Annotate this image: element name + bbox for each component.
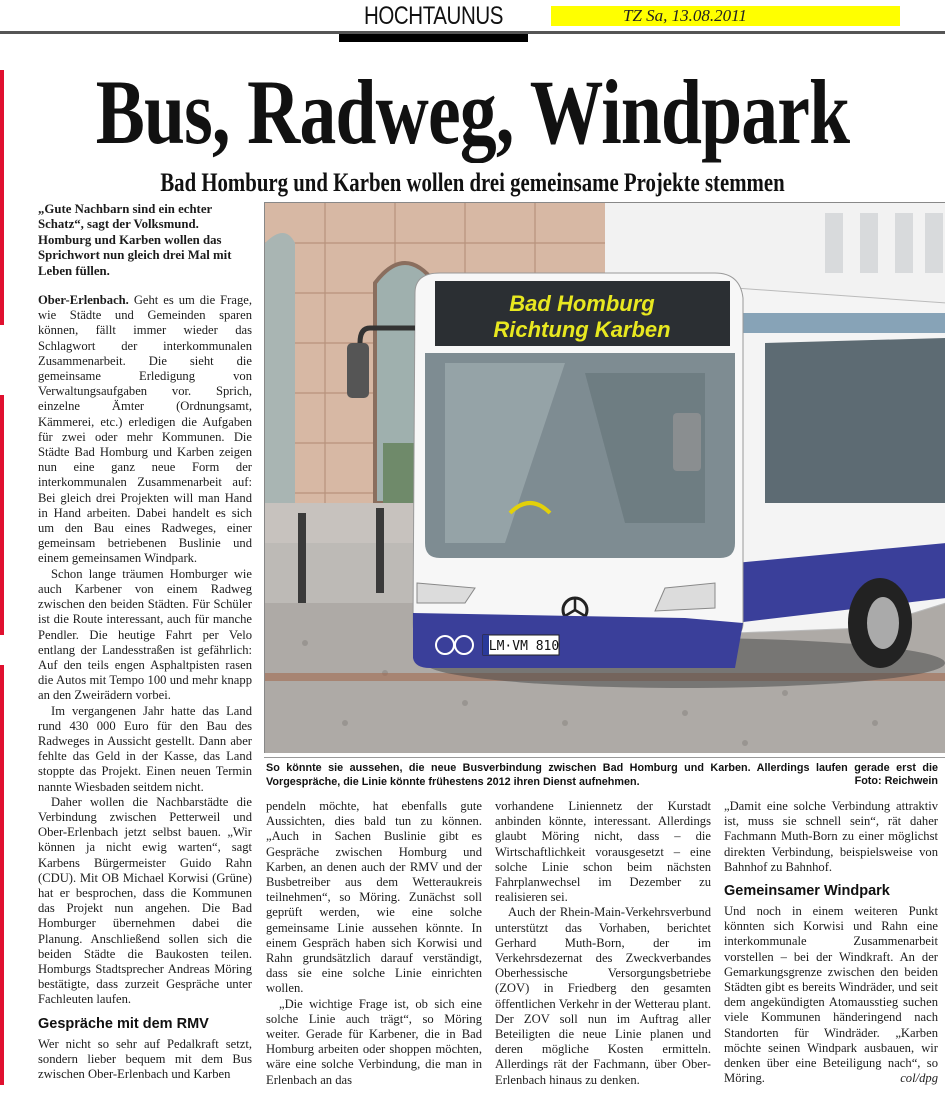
- destination-display-line-2: Richtung Karben: [493, 317, 671, 342]
- date-stamp: [551, 6, 900, 26]
- article-paragraph: Wer nicht so sehr auf Pedalkraft setzt, sondern lieber bequem mit dem Bus zwischen Ober-Erlenbach und Karben: [38, 1036, 252, 1081]
- red-margin-marker: [0, 665, 4, 1085]
- article-column-2: [266, 799, 482, 1088]
- caption-rule: [264, 757, 945, 758]
- byline: col/dpg: [900, 1071, 938, 1086]
- article-paragraph: „Damit eine solche Verbindung attraktiv ist, muss sie schnell sein“, rät daher Fachmann Muth-Born zu einer möglichst direkten Verbindung, beispielsweise von Bahnhof zu Bahnhof.: [724, 799, 938, 874]
- paragraph-text: Geht es um die Frage, wie Städte und Gemeinden sparen können, fällt immer wieder das Schlagwort der interkommunalen Zusammenarbeit. Die sieht die gemeinsame Erledigung von Verwaltungsaufgaben vor. Sprich, einzelne Ämter (Ordnungsamt, Kämmerei, etc.) erledigen die Aufgaben für zwei oder mehr Kommunen. Die Städte Bad Homburg und Karben zeigen nun eine ganz neue Form der interkommunalen Zusammenarbeit auf: Bei gleich drei Projekten will man Hand in Hand arbeiten. Dabei handelt es sich um den Bau eines Radweges, einer gemeinsam betriebenen Buslinie und einem gemeinsamen Windpark.: [38, 293, 252, 566]
- article-paragraph: [724, 904, 938, 1086]
- headline: Bus, Radweg, Windpark: [95, 61, 850, 163]
- section-title-bar: [339, 34, 528, 42]
- red-margin-marker: [0, 70, 4, 325]
- section-title: HOCHTAUNUS: [363, 2, 504, 30]
- article-paragraph: Im vergangenen Jahr hatte das Land rund 430 000 Euro für den Bau des Radweges in Aussicht gestellt. Dann aber fehlte das Geld in der Kasse, das Land stoppte das Projekt. Einen neuen Termin nannte Wiesbaden seitdem nicht.: [38, 703, 252, 794]
- article-paragraph: „Die wichtige Frage ist, ob sich eine solche Linie auch trägt“, so Möring weiter. Gerade für Karbener, die in Bad Homburg arbeiten oder shoppen möchten, wäre eine solche Verbindung, die man in Erlenbach an das: [266, 996, 482, 1087]
- article-paragraph: [38, 293, 252, 567]
- article-column-1: [38, 202, 252, 1082]
- subhead-windpark: Gemeinsamer Windpark: [724, 883, 890, 900]
- article-paragraph: Schon lange träumen Homburger wie auch Karbener von einem Radweg zwischen den beiden Städten. Für Schüler ist die Route interessant, auch für manche Pendler. Die heutige Fahrt per Velo entlang der Landesstraßen ist gefährlich: Auf den teils engen Asphaltpisten rasen die Autos mit Tempo 100 und mehr knapp an den Zweirädern vorbei.: [38, 566, 252, 703]
- article-paragraph: Daher wollen die Nachbarstädte die Verbindung zwischen Petterweil und Ober-Erlenbach jetzt selbst bauen. „Wir können ja nicht ewig warten“, sagt Karbens Bürgermeister Guido Rahn (CDU). Mit OB Michael Korwisi (Grüne) hat er besprochen, dass die Kommunen das Projekt nun angehen. Die Bad Homburger übernehmen dabei die Planung. Anschließend sollen sich die beiden Städte die Baukosten teilen. Homburgs Stadtsprecher Andreas Möring bestätigte, dass zurzeit Gespräche unter Fachleuten laufen.: [38, 794, 252, 1007]
- date-stamp-text: TZ Sa, 13.08.2011: [623, 6, 747, 25]
- article-paragraph: pendeln möchte, hat ebenfalls gute Aussichten, dies bald tun zu können. „Auch in Sachen Buslinie gibt es Gespräche zwischen Homburg und Karben, an denen auch der RMV und der Busbetreiber aus dem Wetteraukreis teilnehmen“, so Möring. Zunächst soll geprüft werden, wie eine solche gemeinsame Linie aussehen könnte. In einem Gespräch haben sich Korwisi und Rahn grundsätzlich darauf verständigt, dass sie eine solche Linie einrichten wollen.: [266, 799, 482, 996]
- subhead-rmv: Gespräche mit dem RMV: [38, 1015, 209, 1032]
- destination-display-line-1: Bad Homburg: [509, 291, 655, 316]
- photo-caption: So könnte sie aussehen, die neue Busverbindung zwischen Bad Homburg und Karben. Allerdings laufen gerade erst die Vorgespräche, die Linie könnte frühestens 2012 ihren Dienst aufnehmen.: [266, 762, 938, 788]
- dateline: Ober-Erlenbach.: [38, 293, 129, 308]
- paragraph-text: Und noch in einem weiteren Punkt könnten sich Korwisi und Rahn eine interkommunale Zusammenarbeit vorstellen – bei der Windkraft. An der Gemarkungsgrenze zwischen den beiden Städten gibt es bereits Windräder, und seit dem angekündigten Atomausstieg suchen viele Kommunen händeringend nach Standorten für Windräder. „Karben möchte seinen Windpark ausbauen, wir denken über eine Beteiligung nach“, so Möring.: [724, 904, 938, 1086]
- photo-credit: Foto: Reichwein: [854, 775, 938, 787]
- article-column-4: [724, 799, 938, 1086]
- subheadline: Bad Homburg und Karben wollen drei gemeinsame Projekte stemmen: [160, 168, 785, 197]
- article-paragraph: vorhandene Liniennetz der Kurstadt anbinden könnte, interessant. Allerdings glaubt Möring nicht, dass – die Wirtschaftlichkeit vorausgesetzt – eine solche Linie schon beim nächsten Fahrplanwechsel im Dezember zu realisieren sei.: [495, 799, 711, 905]
- red-margin-marker: [0, 395, 4, 635]
- article-lead: „Gute Nachbarn sind ein echter Schatz“, sagt der Volksmund. Homburg und Karben wollen das Sprichwort nun gleich drei Mal mit Leben füllen.: [38, 202, 232, 278]
- article-paragraph: Auch der Rhein-Main-Verkehrsverbund unterstützt das Vorhaben, berichtet Gerhard Muth-Born, der im Verkehrsdezernat des Zweckverbandes Oberhessische Versorgungsbetriebe (ZOV) in Friedberg den gesamten öffentlichen Verkehr in der Wetterau plant. Der ZOV soll nun im Auftrag aller Beteiligten die neue Linie planen und deren mögliche Kosten ermitteln. Allerdings rät der Fachmann, über Ober-Erlenbach hinaus zu denken.: [495, 905, 711, 1087]
- license-plate-text: LM·VM 810: [488, 639, 560, 654]
- bus-photo: [264, 202, 945, 753]
- article-column-3: [495, 799, 711, 1088]
